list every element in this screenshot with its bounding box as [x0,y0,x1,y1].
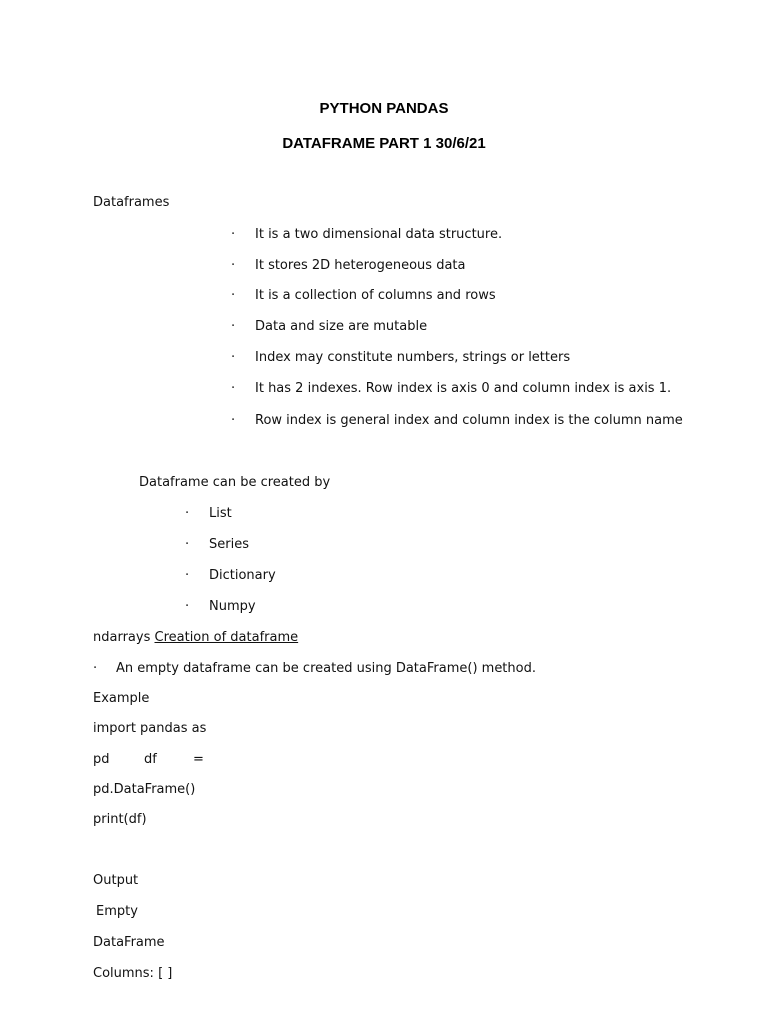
output-line-1: Empty [96,904,138,919]
list-item-text: It is a collection of columns and rows [255,288,496,303]
bullet-icon: · [185,506,190,521]
empty-df-note-text: An empty dataframe can be created using DataFrame() method. [116,661,536,676]
ndarrays-text: ndarrays [93,630,151,645]
list-item-text: It is a two dimensional data structure. [255,227,503,242]
bullet-icon: · [93,661,98,676]
output-line-2: DataFrame [93,935,165,950]
code-line-1: import pandas as [93,721,207,736]
page-title: PYTHON PANDAS [319,100,449,117]
bullet-icon: · [231,258,236,273]
list-item-text: Dictionary [209,568,276,583]
bullet-icon: · [185,537,190,552]
list-item-text: Series [209,537,249,552]
bullet-icon: · [185,599,190,614]
bullet-icon: · [231,350,236,365]
list-item-text: Data and size are mutable [255,319,428,334]
bullet-icon: · [231,381,236,396]
list-item-text: It stores 2D heterogeneous data [255,258,466,273]
code-line-3: pd.DataFrame() [93,782,196,797]
code-token: pd [93,752,110,767]
creation-heading: Creation of dataframe [154,630,299,645]
list-item-text: List [209,506,232,521]
output-label: Output [93,873,139,888]
bullet-icon: · [231,227,236,242]
section-heading: Dataframes [93,195,170,210]
page-subtitle: DATAFRAME PART 1 30/6/21 [282,135,486,152]
creation-intro: Dataframe can be created by [139,475,331,490]
code-line-4: print(df) [93,812,147,827]
list-item-text: Numpy [209,599,256,614]
bullet-icon: · [231,319,236,334]
code-token: = [193,752,204,767]
bullet-icon: · [185,568,190,583]
list-item-text: Index may constitute numbers, strings or letters [255,350,571,365]
bullet-icon: · [231,413,236,428]
example-label: Example [93,691,150,706]
code-token: df [144,752,157,767]
list-item-text: Row index is general index and column index is the column name [255,413,683,428]
output-line-3: Columns: [ ] [93,966,173,981]
list-item-text: It has 2 indexes. Row index is axis 0 and column index is axis 1. [255,381,672,396]
creation-heading-line [93,629,298,647]
bullet-icon: · [231,288,236,303]
